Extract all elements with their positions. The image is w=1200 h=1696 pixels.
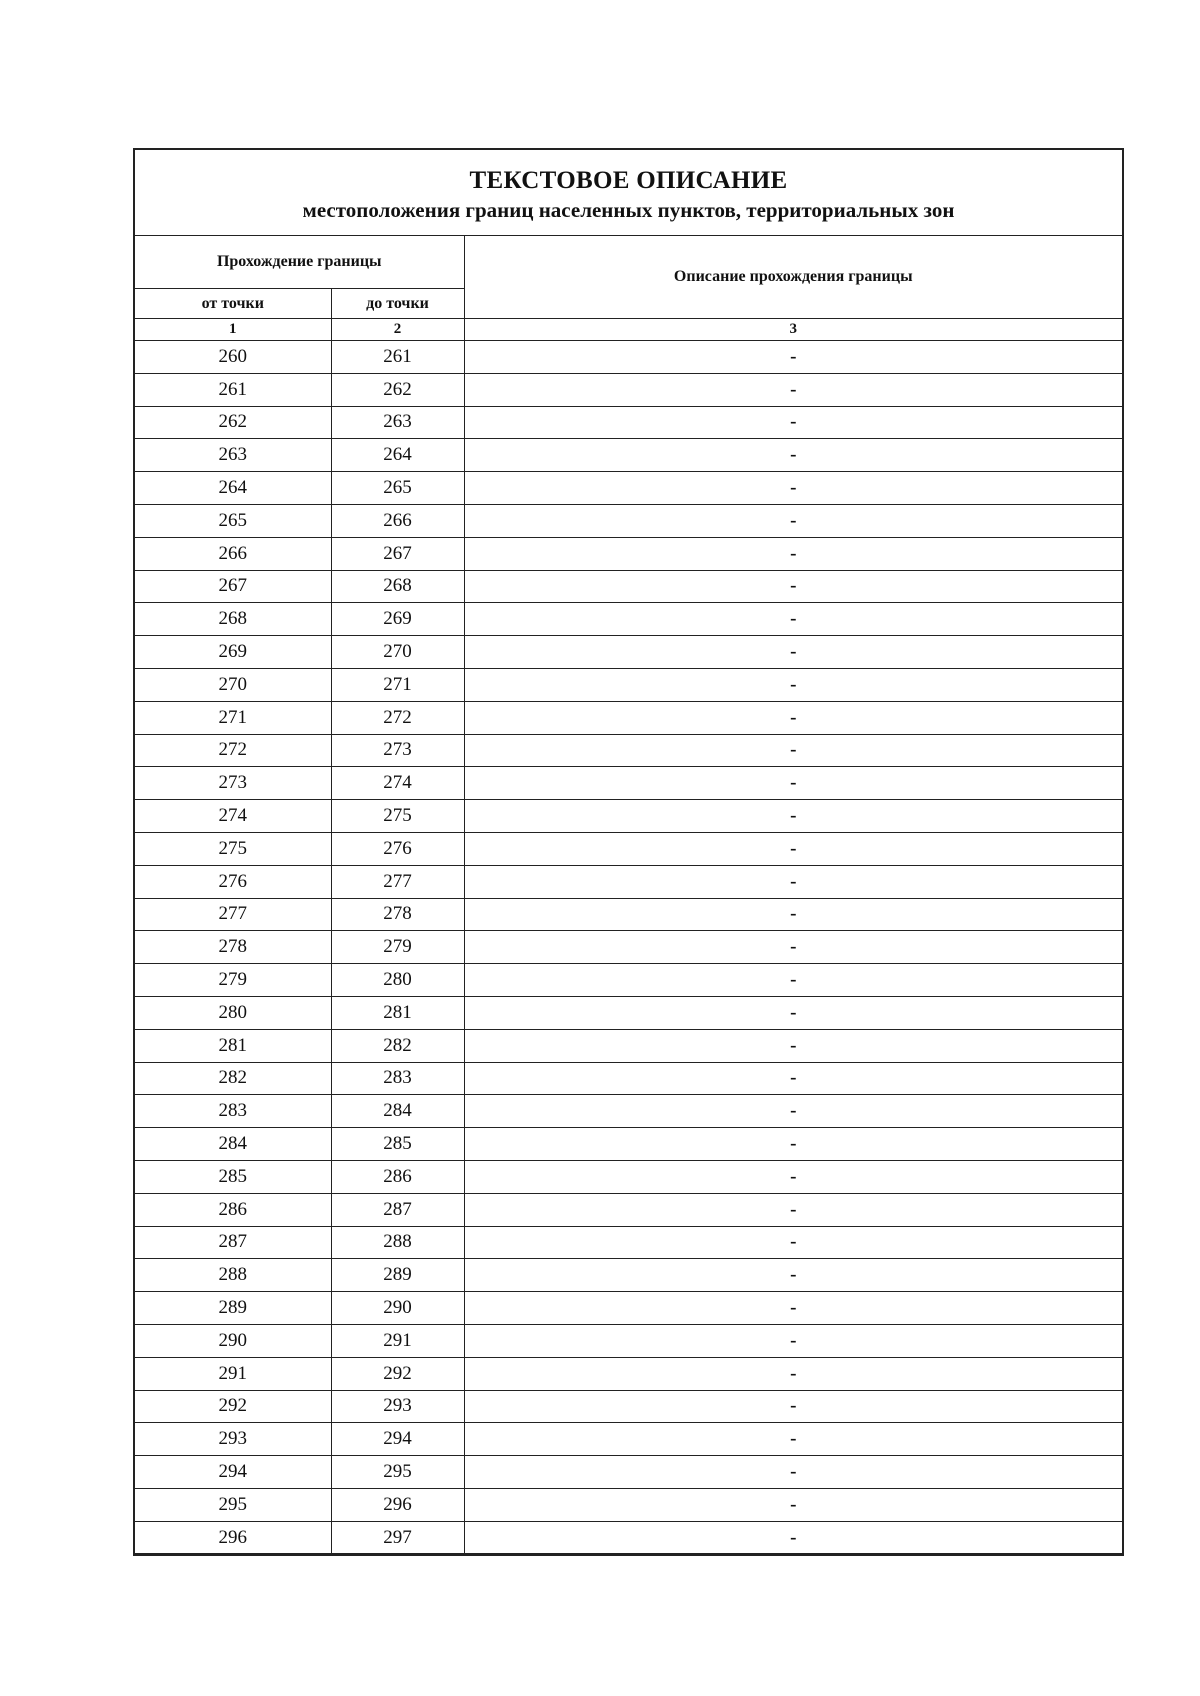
- from-point-cell: 279: [135, 964, 331, 997]
- to-point-cell: 295: [331, 1456, 464, 1489]
- from-point-cell: 295: [135, 1488, 331, 1521]
- description-cell: -: [464, 504, 1122, 537]
- from-point-cell: 286: [135, 1193, 331, 1226]
- to-point-cell: 283: [331, 1062, 464, 1095]
- description-cell: -: [464, 636, 1122, 669]
- to-point-cell: 290: [331, 1292, 464, 1325]
- table-row: [135, 931, 1122, 964]
- description-cell: -: [464, 1423, 1122, 1456]
- from-point-cell: 267: [135, 570, 331, 603]
- table-row: [135, 636, 1122, 669]
- table-row: [135, 865, 1122, 898]
- to-point-cell: 285: [331, 1128, 464, 1161]
- description-cell: -: [464, 964, 1122, 997]
- table-body: [135, 341, 1122, 1554]
- from-point-cell: 270: [135, 668, 331, 701]
- from-point-cell: 281: [135, 1029, 331, 1062]
- description-cell: -: [464, 1324, 1122, 1357]
- description-cell: -: [464, 1029, 1122, 1062]
- table-row: [135, 406, 1122, 439]
- description-cell: -: [464, 341, 1122, 374]
- table-row: [135, 1390, 1122, 1423]
- table-row: [135, 996, 1122, 1029]
- title-block: [135, 150, 1122, 236]
- from-point-header: от точки: [135, 289, 331, 319]
- from-point-cell: 271: [135, 701, 331, 734]
- description-cell: -: [464, 1259, 1122, 1292]
- to-point-cell: 264: [331, 439, 464, 472]
- from-point-cell: 266: [135, 537, 331, 570]
- table-row: [135, 341, 1122, 374]
- description-cell: -: [464, 1095, 1122, 1128]
- to-point-cell: 269: [331, 603, 464, 636]
- table-row: [135, 1423, 1122, 1456]
- description-cell: -: [464, 800, 1122, 833]
- from-point-cell: 282: [135, 1062, 331, 1095]
- to-point-header: до точки: [331, 289, 464, 319]
- from-point-cell: 275: [135, 832, 331, 865]
- table-row: [135, 373, 1122, 406]
- from-point-cell: 290: [135, 1324, 331, 1357]
- description-cell: -: [464, 537, 1122, 570]
- from-point-cell: 284: [135, 1128, 331, 1161]
- to-point-cell: 284: [331, 1095, 464, 1128]
- boundary-table: [135, 236, 1122, 1554]
- from-point-cell: 291: [135, 1357, 331, 1390]
- from-point-cell: 287: [135, 1226, 331, 1259]
- from-point-cell: 274: [135, 800, 331, 833]
- from-point-cell: 260: [135, 341, 331, 374]
- to-point-cell: 289: [331, 1259, 464, 1292]
- table-row: [135, 537, 1122, 570]
- table-row: [135, 1292, 1122, 1325]
- table-row: [135, 832, 1122, 865]
- to-point-cell: 262: [331, 373, 464, 406]
- document-subtitle: местоположения границ населенных пунктов, территориальных зон: [302, 198, 955, 222]
- column-number-1: 1: [135, 319, 331, 341]
- table-row: [135, 1062, 1122, 1095]
- table-row: [135, 767, 1122, 800]
- description-cell: -: [464, 865, 1122, 898]
- from-point-cell: 283: [135, 1095, 331, 1128]
- to-point-cell: 277: [331, 865, 464, 898]
- description-cell: -: [464, 1488, 1122, 1521]
- description-cell: -: [464, 734, 1122, 767]
- boundary-description-sheet: [133, 148, 1124, 1556]
- table-row: [135, 1521, 1122, 1554]
- description-cell: -: [464, 1128, 1122, 1161]
- description-cell: -: [464, 832, 1122, 865]
- description-cell: -: [464, 996, 1122, 1029]
- document-title: ТЕКСТОВОЕ ОПИСАНИЕ: [469, 167, 788, 194]
- from-point-cell: 293: [135, 1423, 331, 1456]
- table-row: [135, 603, 1122, 636]
- column-number-2: 2: [331, 319, 464, 341]
- table-row: [135, 898, 1122, 931]
- from-point-cell: 273: [135, 767, 331, 800]
- table-row: [135, 1488, 1122, 1521]
- to-point-cell: 280: [331, 964, 464, 997]
- table-row: [135, 1128, 1122, 1161]
- description-cell: -: [464, 1193, 1122, 1226]
- description-cell: -: [464, 668, 1122, 701]
- table-row: [135, 439, 1122, 472]
- from-point-cell: 269: [135, 636, 331, 669]
- description-cell: -: [464, 570, 1122, 603]
- table-row: [135, 1357, 1122, 1390]
- from-point-cell: 289: [135, 1292, 331, 1325]
- table-row: [135, 1160, 1122, 1193]
- from-point-cell: 285: [135, 1160, 331, 1193]
- description-cell: -: [464, 1521, 1122, 1554]
- to-point-cell: 296: [331, 1488, 464, 1521]
- table-row: [135, 472, 1122, 505]
- description-cell: -: [464, 1357, 1122, 1390]
- from-point-cell: 277: [135, 898, 331, 931]
- from-point-cell: 292: [135, 1390, 331, 1423]
- to-point-cell: 273: [331, 734, 464, 767]
- description-cell: -: [464, 472, 1122, 505]
- to-point-cell: 281: [331, 996, 464, 1029]
- to-point-cell: 274: [331, 767, 464, 800]
- to-point-cell: 272: [331, 701, 464, 734]
- from-point-cell: 280: [135, 996, 331, 1029]
- to-point-cell: 278: [331, 898, 464, 931]
- table-row: [135, 570, 1122, 603]
- to-point-cell: 279: [331, 931, 464, 964]
- from-point-cell: 265: [135, 504, 331, 537]
- to-point-cell: 266: [331, 504, 464, 537]
- from-point-cell: 262: [135, 406, 331, 439]
- from-point-cell: 264: [135, 472, 331, 505]
- from-point-cell: 276: [135, 865, 331, 898]
- to-point-cell: 267: [331, 537, 464, 570]
- description-cell: -: [464, 1160, 1122, 1193]
- column-number-3: 3: [464, 319, 1122, 341]
- table-row: [135, 1095, 1122, 1128]
- table-row: [135, 668, 1122, 701]
- description-cell: -: [464, 439, 1122, 472]
- description-cell: -: [464, 406, 1122, 439]
- to-point-cell: 268: [331, 570, 464, 603]
- to-point-cell: 270: [331, 636, 464, 669]
- to-point-cell: 297: [331, 1521, 464, 1554]
- table-row: [135, 1259, 1122, 1292]
- from-point-cell: 288: [135, 1259, 331, 1292]
- table-row: [135, 964, 1122, 997]
- from-point-cell: 268: [135, 603, 331, 636]
- table-row: [135, 734, 1122, 767]
- table-row: [135, 1456, 1122, 1489]
- table-row: [135, 1226, 1122, 1259]
- to-point-cell: 287: [331, 1193, 464, 1226]
- to-point-cell: 282: [331, 1029, 464, 1062]
- to-point-cell: 265: [331, 472, 464, 505]
- to-point-cell: 291: [331, 1324, 464, 1357]
- description-cell: -: [464, 1292, 1122, 1325]
- table-row: [135, 1029, 1122, 1062]
- to-point-cell: 263: [331, 406, 464, 439]
- to-point-cell: 292: [331, 1357, 464, 1390]
- description-cell: -: [464, 603, 1122, 636]
- description-header: Описание прохождения границы: [464, 236, 1122, 319]
- from-point-cell: 263: [135, 439, 331, 472]
- to-point-cell: 276: [331, 832, 464, 865]
- description-cell: -: [464, 701, 1122, 734]
- description-cell: -: [464, 1456, 1122, 1489]
- description-cell: -: [464, 1062, 1122, 1095]
- to-point-cell: 271: [331, 668, 464, 701]
- to-point-cell: 294: [331, 1423, 464, 1456]
- table-row: [135, 1193, 1122, 1226]
- description-cell: -: [464, 373, 1122, 406]
- to-point-cell: 293: [331, 1390, 464, 1423]
- description-cell: -: [464, 931, 1122, 964]
- table-row: [135, 701, 1122, 734]
- from-point-cell: 294: [135, 1456, 331, 1489]
- boundary-passage-header: Прохождение границы: [135, 236, 464, 289]
- from-point-cell: 261: [135, 373, 331, 406]
- to-point-cell: 261: [331, 341, 464, 374]
- table-row: [135, 504, 1122, 537]
- to-point-cell: 286: [331, 1160, 464, 1193]
- description-cell: -: [464, 767, 1122, 800]
- description-cell: -: [464, 898, 1122, 931]
- from-point-cell: 278: [135, 931, 331, 964]
- from-point-cell: 272: [135, 734, 331, 767]
- description-cell: -: [464, 1226, 1122, 1259]
- table-row: [135, 800, 1122, 833]
- from-point-cell: 296: [135, 1521, 331, 1554]
- description-cell: -: [464, 1390, 1122, 1423]
- to-point-cell: 288: [331, 1226, 464, 1259]
- to-point-cell: 275: [331, 800, 464, 833]
- table-row: [135, 1324, 1122, 1357]
